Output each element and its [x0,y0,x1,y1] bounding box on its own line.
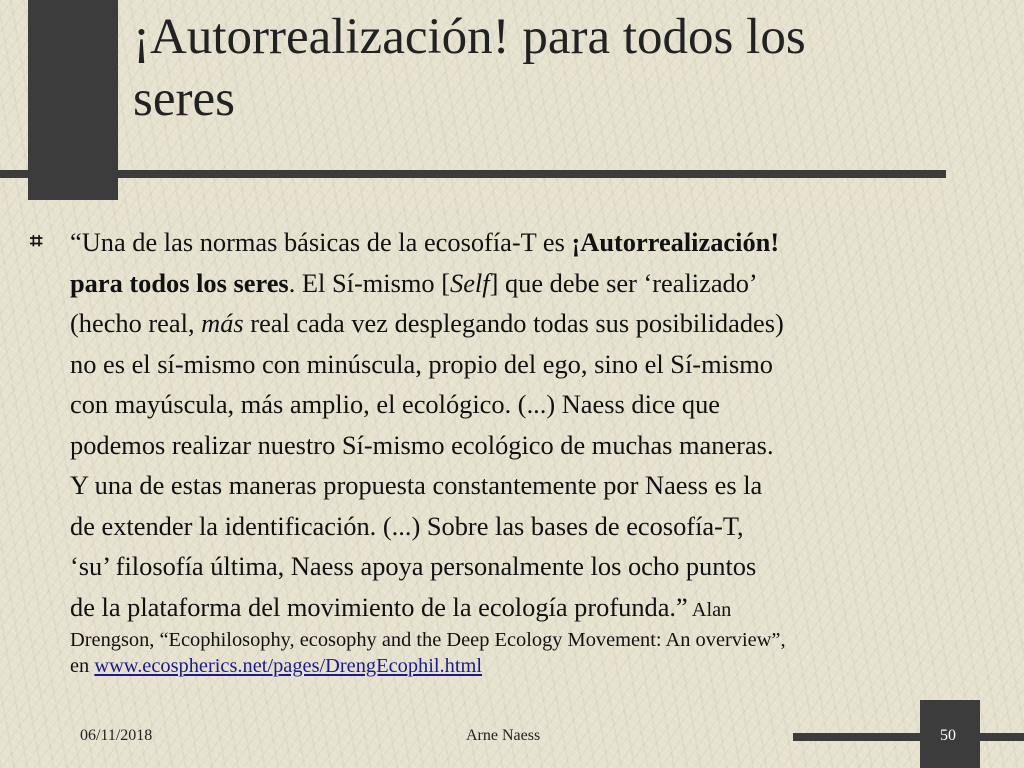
bullet-body-text [70,222,1005,679]
slide-title [133,6,993,130]
emphasis-bold: ¡Autorrealización! [571,227,780,257]
footer-author: Arne Naess [466,727,541,744]
hash-bullet-icon: ⌗ [30,228,43,253]
body-line: para todos los seres. El Sí-mismo [Self] que debe ser ‘realizado’ [70,267,758,298]
citation-author: Alan [687,598,732,621]
body-line: podemos realizar nuestro Sí-mismo ecológico de muchas maneras. [70,429,774,460]
body-line: ‘su’ filosofía última, Naess apoya personalmente los ocho puntos [70,551,757,581]
footer-horizontal-bar [793,733,1024,741]
body-line: no es el sí-mismo con minúscula, propio del ego, sino el Sí-mismo [70,348,773,379]
body-line: Y una de estas maneras propuesta constantemente por Naess es la [70,470,763,500]
footer-date: 06/11/2018 [80,727,153,744]
emphasis-italic: más [201,308,244,338]
citation-link[interactable]: www.ecospherics.net/pages/DrengEcophil.html [94,655,483,677]
title-underline-bar [0,170,946,178]
title-line-2: seres [133,71,235,127]
body-line: “Una de las normas básicas de la ecosofía-T es ¡Autorrealización! [70,227,780,257]
emphasis-bold: para todos los seres [70,267,289,298]
body-line: (hecho real, más real cada vez desplegando todas sus posibilidades) [70,308,784,338]
body-line: con mayúscula, más amplio, el ecológico. (...) Naess dice que [70,389,721,419]
emphasis-italic: Self [450,267,490,298]
citation-line: Drengson, “Ecophilosophy, ecosophy and the Deep Ecology Movement: An overview”, [70,629,786,651]
title-line-1: ¡Autorrealización! para todos los [133,9,806,65]
page-number: 50 [940,727,956,744]
body-line: de extender la identificación. (...) Sobre las bases de ecosofía-T, [70,510,744,541]
citation-line: en www.ecospherics.net/pages/DrengEcophil.html [70,655,483,677]
body-line: de la plataforma del movimiento de la ecología profunda.” Alan [70,591,732,622]
